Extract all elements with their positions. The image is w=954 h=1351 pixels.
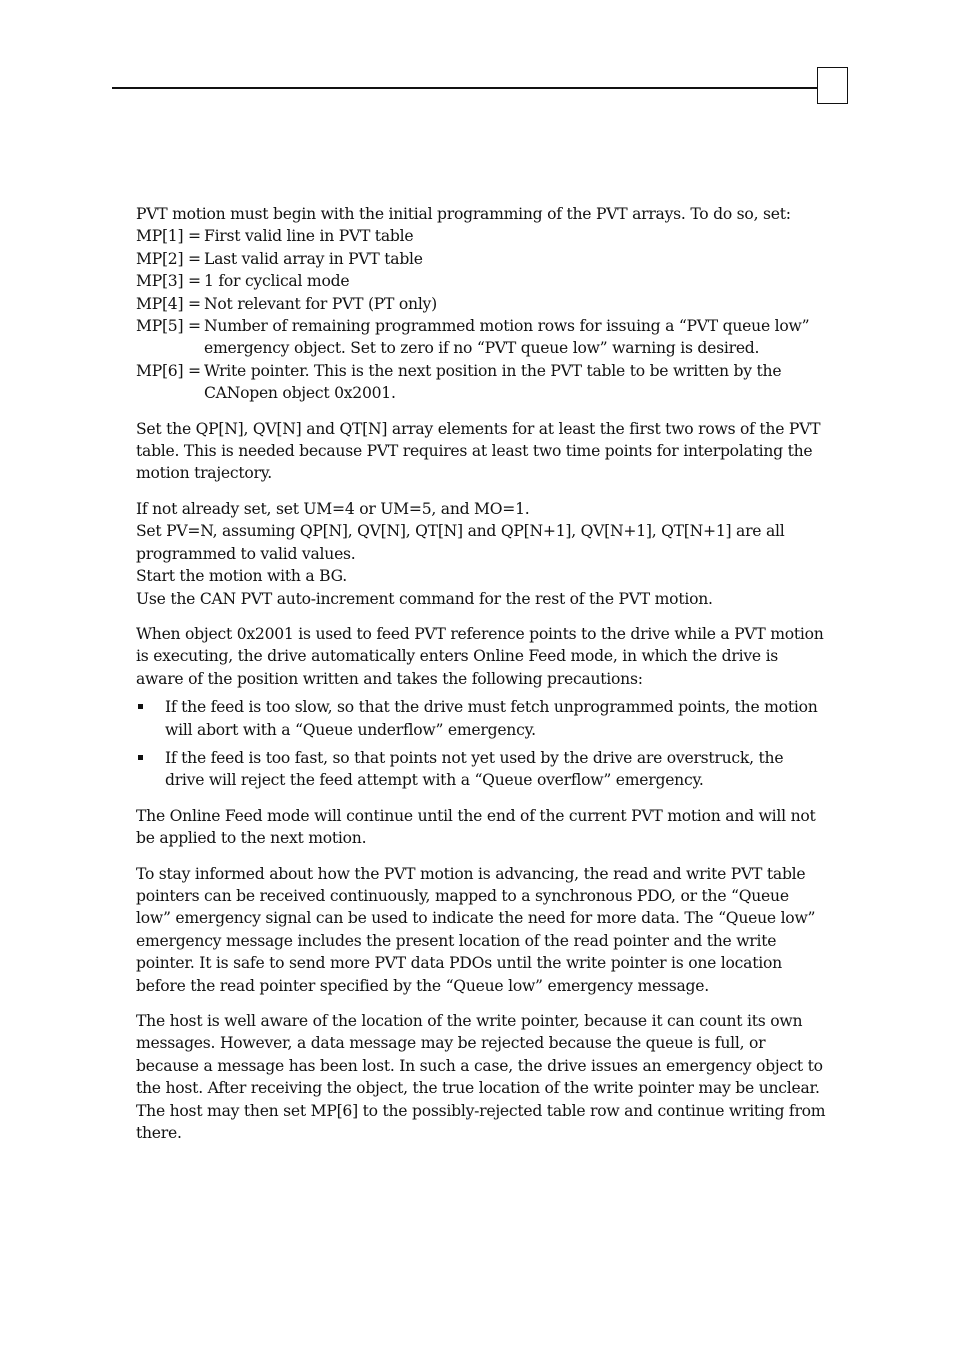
- mp-settings-list: [136, 225, 826, 404]
- mp-setting-key: MP[5] =: [136, 317, 201, 336]
- step-line: Use the CAN PVT auto-increment command for the rest of the PVT motion.: [136, 589, 713, 608]
- mp-setting-text: 1 for cyclical mode: [204, 272, 350, 291]
- list-item: [136, 696, 826, 741]
- mp-setting-key: MP[1] =: [136, 227, 201, 246]
- steps-block: [136, 498, 826, 610]
- list-item: [136, 747, 826, 792]
- mp-setting-row: [136, 293, 826, 315]
- host-paragraph: The host is well aware of the location of the write pointer, because it can count its own messages. However, a data message may be rejected because the queue is full, or because a message has been lost. In such a case, the drive issues an emergency object to the host. After receiving the object, the true location of the write pointer may be unclear. The host may then set MP[6] to the possibly-rejected table row and continue writing from there.: [136, 1012, 826, 1143]
- mp-setting-key: MP[2] =: [136, 249, 201, 268]
- mp-setting-row: [136, 270, 826, 292]
- mp-setting-row: [136, 248, 826, 270]
- step-line: If not already set, set UM=4 or UM=5, and MO=1.: [136, 499, 530, 518]
- document-body: [136, 203, 826, 1157]
- mp-setting-key: MP[4] =: [136, 294, 201, 313]
- mp-setting-row: [136, 360, 826, 405]
- mp-setting-row: [136, 315, 826, 360]
- mp-setting-key: MP[6] =: [136, 361, 201, 380]
- mp-setting-text: First valid line in PVT table: [204, 227, 414, 246]
- bullet-text: If the feed is too slow, so that the drive must fetch unprogrammed points, the motion will abort with a “Queue underflow” emergency.: [165, 698, 818, 739]
- arrays-paragraph: Set the QP[N], QV[N] and QT[N] array elements for at least the first two rows of the PVT table. This is needed because PVT requires at least two time points for interpolating the motion trajectory.: [136, 419, 821, 483]
- mp-setting-text: Not relevant for PVT (PT only): [204, 294, 437, 313]
- mp-setting-row: [136, 225, 826, 247]
- online-feed-paragraph: When object 0x2001 is used to feed PVT reference points to the drive while a PVT motion is executing, the drive automatically enters Online Feed mode, in which the drive is aware of the position written and takes the following precautions:: [136, 624, 824, 688]
- mp-setting-text: Write pointer. This is the next position in the PVT table to be written by the CANopen object 0x2001.: [204, 361, 782, 403]
- informed-paragraph: To stay informed about how the PVT motion is advancing, the read and write PVT table pointers can be received continuously, mapped to a synchronous PDO, or the “Queue low” emergency signal can be used to indicate the need for more data. The “Queue low” emergency message includes the present location of the read pointer and the write pointer. It is safe to send more PVT data PDOs until the write pointer is one location before the read pointer specified by the “Queue low” emergency message.: [136, 864, 816, 995]
- mp-setting-text: Number of remaining programmed motion rows for issuing a “PVT queue low” emergency object. Set to zero if no “PVT queue low” warning is desired.: [204, 317, 810, 358]
- step-line: Start the motion with a BG.: [136, 567, 347, 586]
- mp-setting-key: MP[3] =: [136, 272, 201, 291]
- mp-setting-text: Last valid array in PVT table: [204, 249, 423, 268]
- step-line: Set PV=N, assuming QP[N], QV[N], QT[N] and QP[N+1], QV[N+1], QT[N+1] are all programmed to valid values.: [136, 522, 785, 563]
- bullet-text: If the feed is too fast, so that points not yet used by the drive are overstruck, the drive will reject the feed attempt with a “Queue overflow” emergency.: [165, 748, 784, 790]
- intro-paragraph: PVT motion must begin with the initial programming of the PVT arrays. To do so, set:: [136, 205, 791, 223]
- precautions-list: [136, 696, 826, 792]
- page-number-box: [817, 67, 848, 104]
- header-rule: [112, 87, 818, 89]
- continue-paragraph: The Online Feed mode will continue until the end of the current PVT motion and will not be applied to the next motion.: [136, 806, 816, 848]
